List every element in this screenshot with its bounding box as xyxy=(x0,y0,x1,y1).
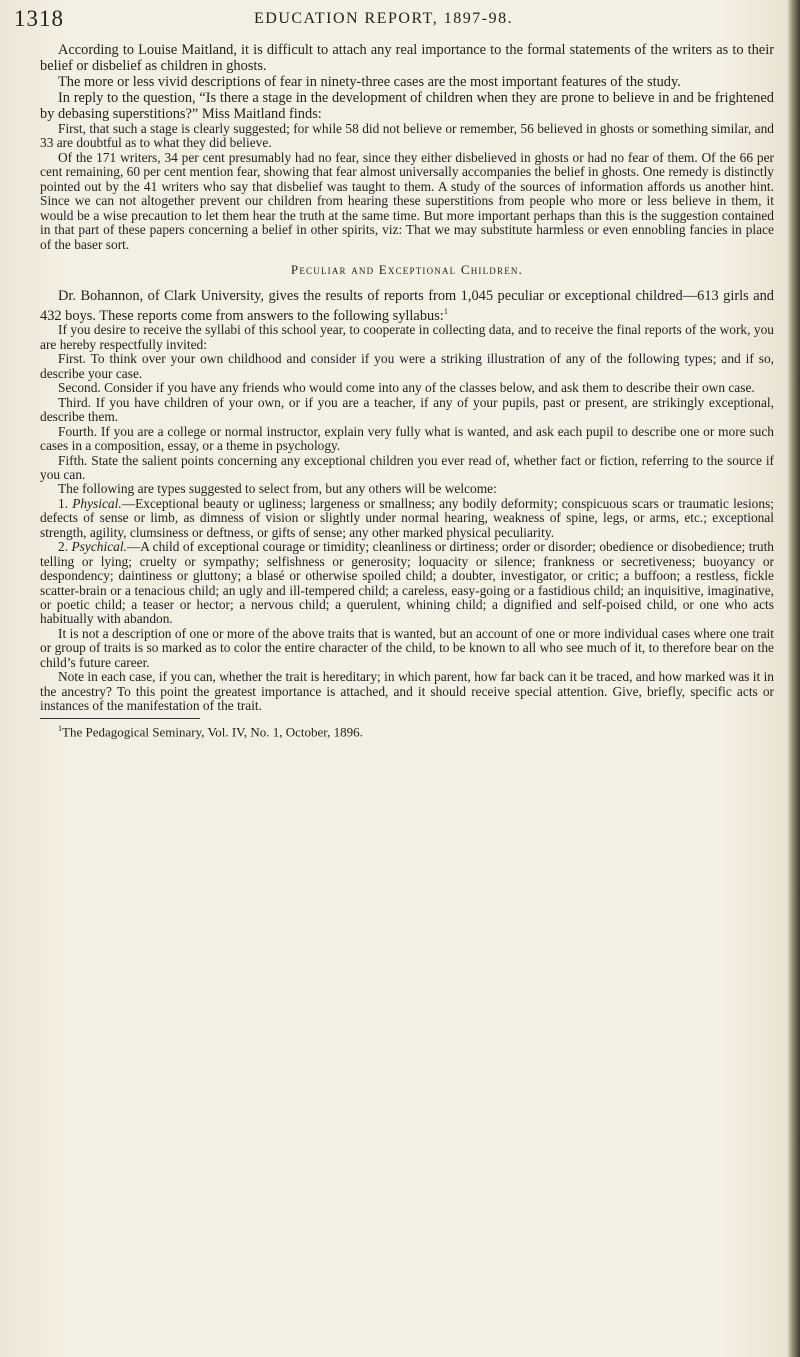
type-number: 2. xyxy=(58,539,72,555)
type-term: Physical. xyxy=(72,495,122,511)
page-header xyxy=(14,6,774,40)
paragraph: First, that such a stage is clearly suggested; for while 58 did not believe or remember, 56 believed in ghosts or something similar, and 33 are doubtful as to what they did believe. xyxy=(40,121,774,151)
section-heading: Peculiar and Exceptional Children. xyxy=(290,262,524,278)
paragraph: Note in each case, if you can, whether the trait is hereditary; in which parent, how far back can it be traced, and how marked was it in the ancestry? To this point the greatest importance is attached, and it should receive special attention. Give, briefly, specific acts or instances of the manifestation of the trait. xyxy=(40,669,774,714)
type-term: Psychical. xyxy=(71,539,127,555)
footnote xyxy=(40,721,774,739)
paragraph: The more or less vivid descriptions of fear in ninety-three cases are the most important features of the study. xyxy=(58,74,681,90)
page-edge-shadow xyxy=(788,0,800,1357)
syllabus-paragraph: If you desire to receive the syllabi of this school year, to cooperate in collecting data, and to receive the final reports of the work, you are hereby respectfully invited: xyxy=(40,322,774,352)
syllabus-paragraph: Fourth. If you are a college or normal instructor, explain very fully what is wanted, and ask each pupil to describe one or more such cases in a composition, essay, or a theme in psychology. xyxy=(40,423,774,454)
footnote-ref: 1 xyxy=(443,306,448,316)
type-text: —Exceptional beauty or ugliness; largeness or smallness; any bodily deformity; conspicuous scars or traumatic lesions; defects of sense or limb, as dimness of vision or slightly under normal hearing, weakness of spine, legs, or arms, etc.; exceptional strength, agility, clumsiness or deftness, or gifts of sense; any other marked physical peculiarity. xyxy=(40,495,775,540)
page-number: 1318 xyxy=(14,6,64,31)
paragraph-bohannon xyxy=(40,288,774,324)
footnote-marker: 1 xyxy=(58,723,62,733)
paragraph: In reply to the question, “Is there a stage in the development of children when they are prone to believe in and be frightened by debasing superstitions?” Miss Maitland finds: xyxy=(40,90,774,122)
syllabus-paragraph: The following are types suggested to select from, but any others will be welcome: xyxy=(58,481,497,497)
footnote-rule xyxy=(40,718,200,719)
paragraph-text: Dr. Bohannon, of Clark University, gives the results of reports from 1,045 peculiar or exceptional childred—613 girls and 432 boys. These reports come from answers to the following syllabus: xyxy=(40,287,774,324)
syllabus-paragraph: Third. If you have children of your own, or if you are a teacher, if any of your pupils, past or present, are strikingly exceptional, describe them. xyxy=(40,394,774,425)
paragraph: According to Louise Maitland, it is difficult to attach any real importance to the formal statements of the writers as to their belief or disbelief as children in ghosts. xyxy=(40,42,774,74)
running-head: EDUCATION REPORT, 1897-98. xyxy=(254,10,514,27)
footnote-text: The Pedagogical Seminary, Vol. IV, No. 1, October, 1896. xyxy=(62,723,363,739)
type-text: —A child of exceptional courage or timidity; cleanliness or dirtiness; order or disorder; obedience or disobedience; truth telling or lying; cruelty or sympathy; selfishness or generosity; loquacity or silence; frankness or secretiveness; buoyancy or despondency; daintiness or gluttony; a blasé or otherwise spoiled child; a doubter, investigator, or critic; a buffoon; a restless, fickle scatter-brain or a tenacious child; an ugly and ill-tempered child; a careless, easy-going or a fastidious child; an inquisitive, imaginative, or poetic child; a teaser or hector; a nervous child; a querulent, whining child; a dignified and self-poised child, or one who acts habitually with abandon. xyxy=(40,539,775,627)
paragraph: Of the 171 writers, 34 per cent presumably had no fear, since they either disbelieved in ghosts or had no fear of them. Of the 66 per cent remaining, 60 per cent mention fear, showing that fear almost universally accompanies the belief in ghosts. One remedy is distinctly pointed out by the 41 writers who say that disbelief was taught to them. A study of the sources of information affords us another hint. Since we can not altogether prevent our children from hearing these superstitions from people who more or less believe in them, it would be a wise precaution to let them hear the truth at the same time. But more important perhaps than this is the suggestion contained in that part of these papers concerning a belief in other spirits, viz: That we may substitute harmless or even ennobling fancies in place of the baser sort. xyxy=(40,149,774,252)
page-body xyxy=(40,42,774,739)
syllabus-paragraph: Fifth. State the salient points concerning any exceptional children you ever read of, whether fact or fiction, referring to the source if you can. xyxy=(40,452,774,482)
type-physical xyxy=(40,497,774,540)
paragraph: It is not a description of one or more of the above traits that is wanted, but an account of one or more individual cases where one trait or group of traits is so marked as to color the entire character of the child, to be known to all who see much of it, to therefore bear on the child’s future career. xyxy=(40,625,774,670)
syllabus-paragraph: Second. Consider if you have any friends who would come into any of the classes below, and ask them to describe their own case. xyxy=(58,380,755,396)
syllabus-paragraph: First. To think over your own childhood and consider if you were a striking illustration of any of the following types; and if so, describe your case. xyxy=(40,351,774,381)
type-psychical xyxy=(40,540,774,627)
type-number: 1. xyxy=(58,495,73,511)
